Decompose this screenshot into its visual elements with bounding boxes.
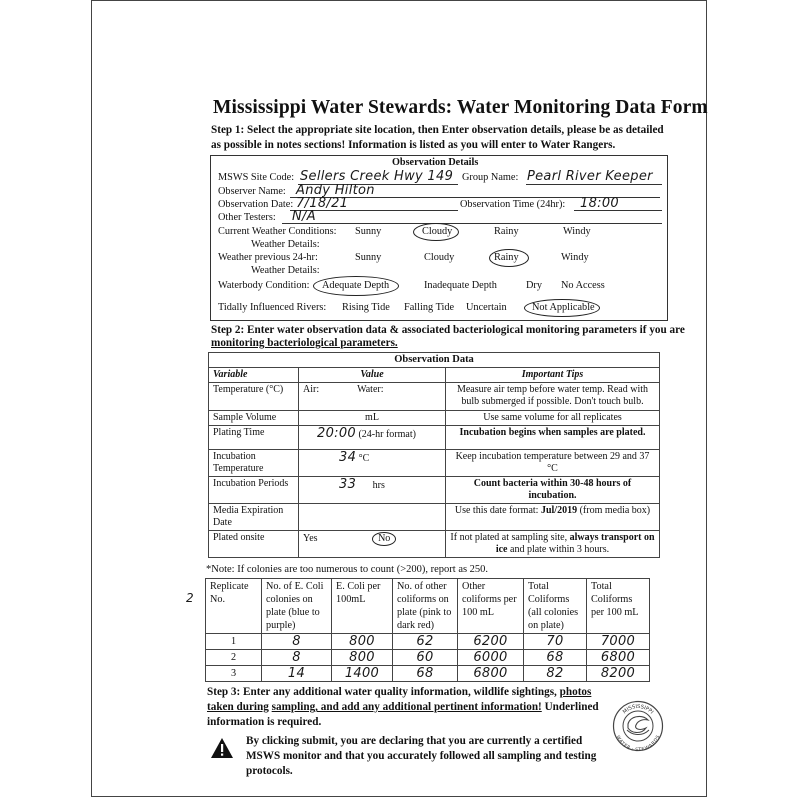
step3-section	[207, 685, 627, 779]
observation-data-title: Observation Data	[209, 353, 660, 368]
incubation-period-value: 33	[339, 477, 357, 492]
observation-date-field[interactable]: 7/18/21	[296, 196, 349, 211]
other-testers-label: Other Testers:	[218, 212, 276, 223]
plating-time-value: 20:00	[317, 426, 356, 441]
step2-instructions-line1: Step 2: Enter water observation data & associated bacteriological monitoring parameters if you are	[211, 324, 685, 336]
current-weather-details-label: Weather Details:	[251, 239, 320, 250]
total-colonies-cell[interactable]: 68	[524, 650, 587, 666]
incubation-temp-tip: Keep incubation temperature between 29 and 37 °C	[446, 450, 660, 477]
incubation-temp-value-cell[interactable]	[299, 450, 446, 477]
sample-volume-tip: Use same volume for all replicates	[446, 411, 660, 426]
warning-icon	[210, 737, 234, 759]
plated-onsite-value-cell	[299, 531, 446, 558]
step3-underlined-1: photos taken during	[207, 686, 592, 713]
temperature-value-cell[interactable]	[299, 383, 446, 411]
ecoli-per-100ml-cell[interactable]: 800	[332, 634, 393, 650]
other-per-100ml-cell[interactable]: 6200	[458, 634, 524, 650]
header-tips: Important Tips	[446, 368, 660, 383]
tidal-option-uncertain[interactable]: Uncertain	[466, 302, 507, 313]
current-weather-option-sunny[interactable]: Sunny	[355, 226, 382, 237]
group-name-label: Group Name:	[462, 172, 519, 183]
tidal-label: Tidally Influenced Rivers:	[218, 302, 327, 313]
total-per-100ml-cell[interactable]: 7000	[587, 634, 650, 650]
logo-text-top: MISSISSIPPI	[621, 703, 655, 716]
waterbody-option-adequate[interactable]: Adequate Depth	[322, 280, 390, 291]
air-label: Air:	[303, 384, 320, 395]
observer-name-field[interactable]: Andy Hilton	[296, 183, 375, 198]
replicate-no: 3	[206, 666, 262, 682]
media-tip-post: (from media box)	[577, 505, 651, 516]
step3-prefix: Step 3: Enter any additional water quality information, wildlife sightings,	[207, 686, 560, 698]
ecoli-colonies-cell[interactable]: 8	[262, 650, 332, 666]
total-per-100ml-cell[interactable]: 8200	[587, 666, 650, 682]
header-other-per-100ml: Other coliforms per 100 mL	[458, 579, 524, 634]
other-colonies-cell[interactable]: 68	[393, 666, 458, 682]
observation-details-title: Observation Details	[392, 157, 479, 168]
ecoli-per-100ml-cell[interactable]: 1400	[332, 666, 393, 682]
incubation-period-label: Incubation Periods	[209, 477, 299, 504]
media-expiration-tip	[446, 504, 660, 531]
waterbody-option-no-access[interactable]: No Access	[561, 280, 605, 291]
other-colonies-cell[interactable]: 60	[393, 650, 458, 666]
plated-tip-pre: If not plated at sampling site,	[450, 532, 570, 543]
tidal-option-falling[interactable]: Falling Tide	[404, 302, 455, 313]
previous-weather-option-cloudy[interactable]: Cloudy	[424, 252, 455, 263]
header-ecoli-per-100ml: E. Coli per 100mL	[332, 579, 393, 634]
logo-text-bottom: WATER · STEWARDS	[614, 734, 662, 752]
total-colonies-cell[interactable]: 70	[524, 634, 587, 650]
ecoli-colonies-cell[interactable]: 8	[262, 634, 332, 650]
total-per-100ml-cell[interactable]: 6800	[587, 650, 650, 666]
current-weather-option-cloudy[interactable]: Cloudy	[422, 226, 453, 237]
other-per-100ml-cell[interactable]: 6800	[458, 666, 524, 682]
step3-instructions	[207, 685, 607, 730]
waterbody-option-inadequate[interactable]: Inadequate Depth	[424, 280, 497, 291]
svg-text:WATER · STEWARDS	[615, 734, 662, 752]
previous-weather-option-windy[interactable]: Windy	[561, 252, 589, 263]
plating-time-value-cell[interactable]	[299, 426, 446, 450]
header-total-colonies: Total Coliforms (all colonies on plate)	[524, 579, 587, 634]
temperature-tip: Measure air temp before water temp. Read with bulb submerged if possible. Don't touch bulb.	[446, 383, 660, 411]
ecoli-per-100ml-cell[interactable]: 800	[332, 650, 393, 666]
sample-volume-label: Sample Volume	[209, 411, 299, 426]
header-value: Value	[299, 368, 446, 383]
group-name-field[interactable]: Pearl River Keeper	[527, 169, 653, 184]
site-code-field[interactable]: Sellers Creek Hwy 149	[300, 169, 454, 184]
observation-time-label: Observation Time (24hr):	[460, 199, 566, 210]
step2-instructions-line2: monitoring bacteriological parameters.	[211, 337, 398, 349]
incubation-temp-label: Incubation Temperature	[209, 450, 299, 477]
plated-onsite-label: Plated onsite	[209, 531, 299, 558]
total-colonies-cell[interactable]: 82	[524, 666, 587, 682]
observer-name-label: Observer Name:	[218, 186, 286, 197]
form-title: Mississippi Water Stewards: Water Monitoring Data Form	[213, 97, 708, 118]
mississippi-water-stewards-logo-icon	[612, 700, 664, 752]
plated-tip-post: and plate within 3 hours.	[507, 544, 610, 555]
header-replicate: Replicate No.	[206, 579, 262, 634]
header-total-per-100ml: Total Coliforms per 100 mL	[587, 579, 650, 634]
replicate-no: 2	[206, 650, 262, 666]
site-code-label: MSWS Site Code:	[218, 172, 295, 183]
observation-time-field[interactable]: 18:00	[580, 196, 619, 211]
plated-tip-bold: always transport on ice	[495, 532, 655, 555]
plated-onsite-tip	[446, 531, 660, 558]
declaration-text: By clicking submit, you are declaring that you are currently a certified MSWS monitor and that you accurately followed all sampling and testing protocols.	[246, 735, 597, 777]
colonies-note: *Note: If colonies are too numerous to count (>200), report as 250.	[206, 564, 489, 575]
waterbody-selected-circle	[313, 276, 399, 296]
sample-volume-value-cell[interactable]	[299, 411, 446, 426]
media-tip-pre: Use this date format:	[454, 505, 541, 516]
step3-suffix: Underlined information is required.	[207, 701, 599, 728]
table-row	[206, 650, 650, 666]
incubation-period-unit: hrs	[372, 480, 385, 491]
step1-instructions: Step 1: Select the appropriate site location, then Enter observation details, please be as detailed as possible in notes sections! Information is listed as you will enter to Water Rangers.	[211, 124, 664, 151]
plating-time-tip: Incubation begins when samples are plated.	[446, 426, 660, 450]
header-variable: Variable	[209, 368, 299, 383]
temperature-label: Temperature (°C)	[209, 383, 299, 411]
incubation-temp-value: 34	[339, 450, 357, 465]
media-expiration-value-cell[interactable]	[299, 504, 446, 531]
table-row	[206, 634, 650, 650]
plated-onsite-option-no[interactable]: No	[372, 532, 396, 546]
replicate-no: 1	[206, 634, 262, 650]
previous-weather-selected-circle	[489, 249, 529, 267]
current-weather-option-rainy[interactable]: Rainy	[494, 226, 519, 237]
waterbody-condition-label: Waterbody Condition:	[218, 280, 310, 291]
current-weather-option-windy[interactable]: Windy	[563, 226, 591, 237]
other-colonies-cell[interactable]: 62	[393, 634, 458, 650]
header-ecoli-colonies: No. of E. Coli colonies on plate (blue to purple)	[262, 579, 332, 634]
incubation-period-tip: Count bacteria within 30-48 hours of incubation.	[446, 477, 660, 504]
other-per-100ml-cell[interactable]: 6000	[458, 650, 524, 666]
water-label: Water:	[357, 384, 384, 395]
other-testers-field[interactable]: N/A	[292, 209, 316, 224]
declaration-row	[207, 734, 627, 779]
previous-weather-details-label: Weather Details:	[251, 265, 320, 276]
waterbody-option-dry[interactable]: Dry	[526, 280, 543, 291]
colonies-table	[205, 578, 650, 682]
observation-date-label: Observation Date:	[218, 199, 294, 210]
header-other-colonies: No. of other coliforms on plate (pink to dark red)	[393, 579, 458, 634]
previous-weather-option-rainy[interactable]: Rainy	[494, 252, 519, 263]
media-expiration-label: Media Expiration Date	[209, 504, 299, 531]
current-weather-label: Current Weather Conditions:	[218, 226, 337, 237]
plating-time-label: Plating Time	[209, 426, 299, 450]
tidal-selected-circle	[524, 299, 600, 317]
svg-text:MISSISSIPPI	[622, 704, 655, 716]
current-weather-selected-circle	[413, 223, 459, 241]
incubation-period-value-cell[interactable]	[299, 477, 446, 504]
ecoli-colonies-cell[interactable]: 14	[262, 666, 332, 682]
tidal-option-rising[interactable]: Rising Tide	[342, 302, 390, 313]
media-tip-bold: Jul/2019	[540, 505, 578, 516]
plating-time-unit: (24-hr format)	[358, 429, 416, 440]
step3-underlined-2: sampling, and add any additional pertinent information!	[271, 701, 542, 713]
tidal-option-not-applicable[interactable]: Not Applicable	[532, 302, 595, 313]
previous-weather-option-sunny[interactable]: Sunny	[355, 252, 382, 263]
observation-data-table	[208, 352, 660, 558]
group-name-line	[526, 184, 662, 185]
sample-volume-unit: mL	[365, 412, 379, 423]
margin-mark: 2	[186, 591, 194, 605]
other-testers-line	[282, 223, 662, 224]
incubation-temp-unit: °C	[358, 453, 370, 464]
table-row	[206, 666, 650, 682]
plated-onsite-option-yes[interactable]: Yes	[303, 533, 318, 544]
previous-weather-label: Weather previous 24-hr:	[218, 252, 318, 263]
